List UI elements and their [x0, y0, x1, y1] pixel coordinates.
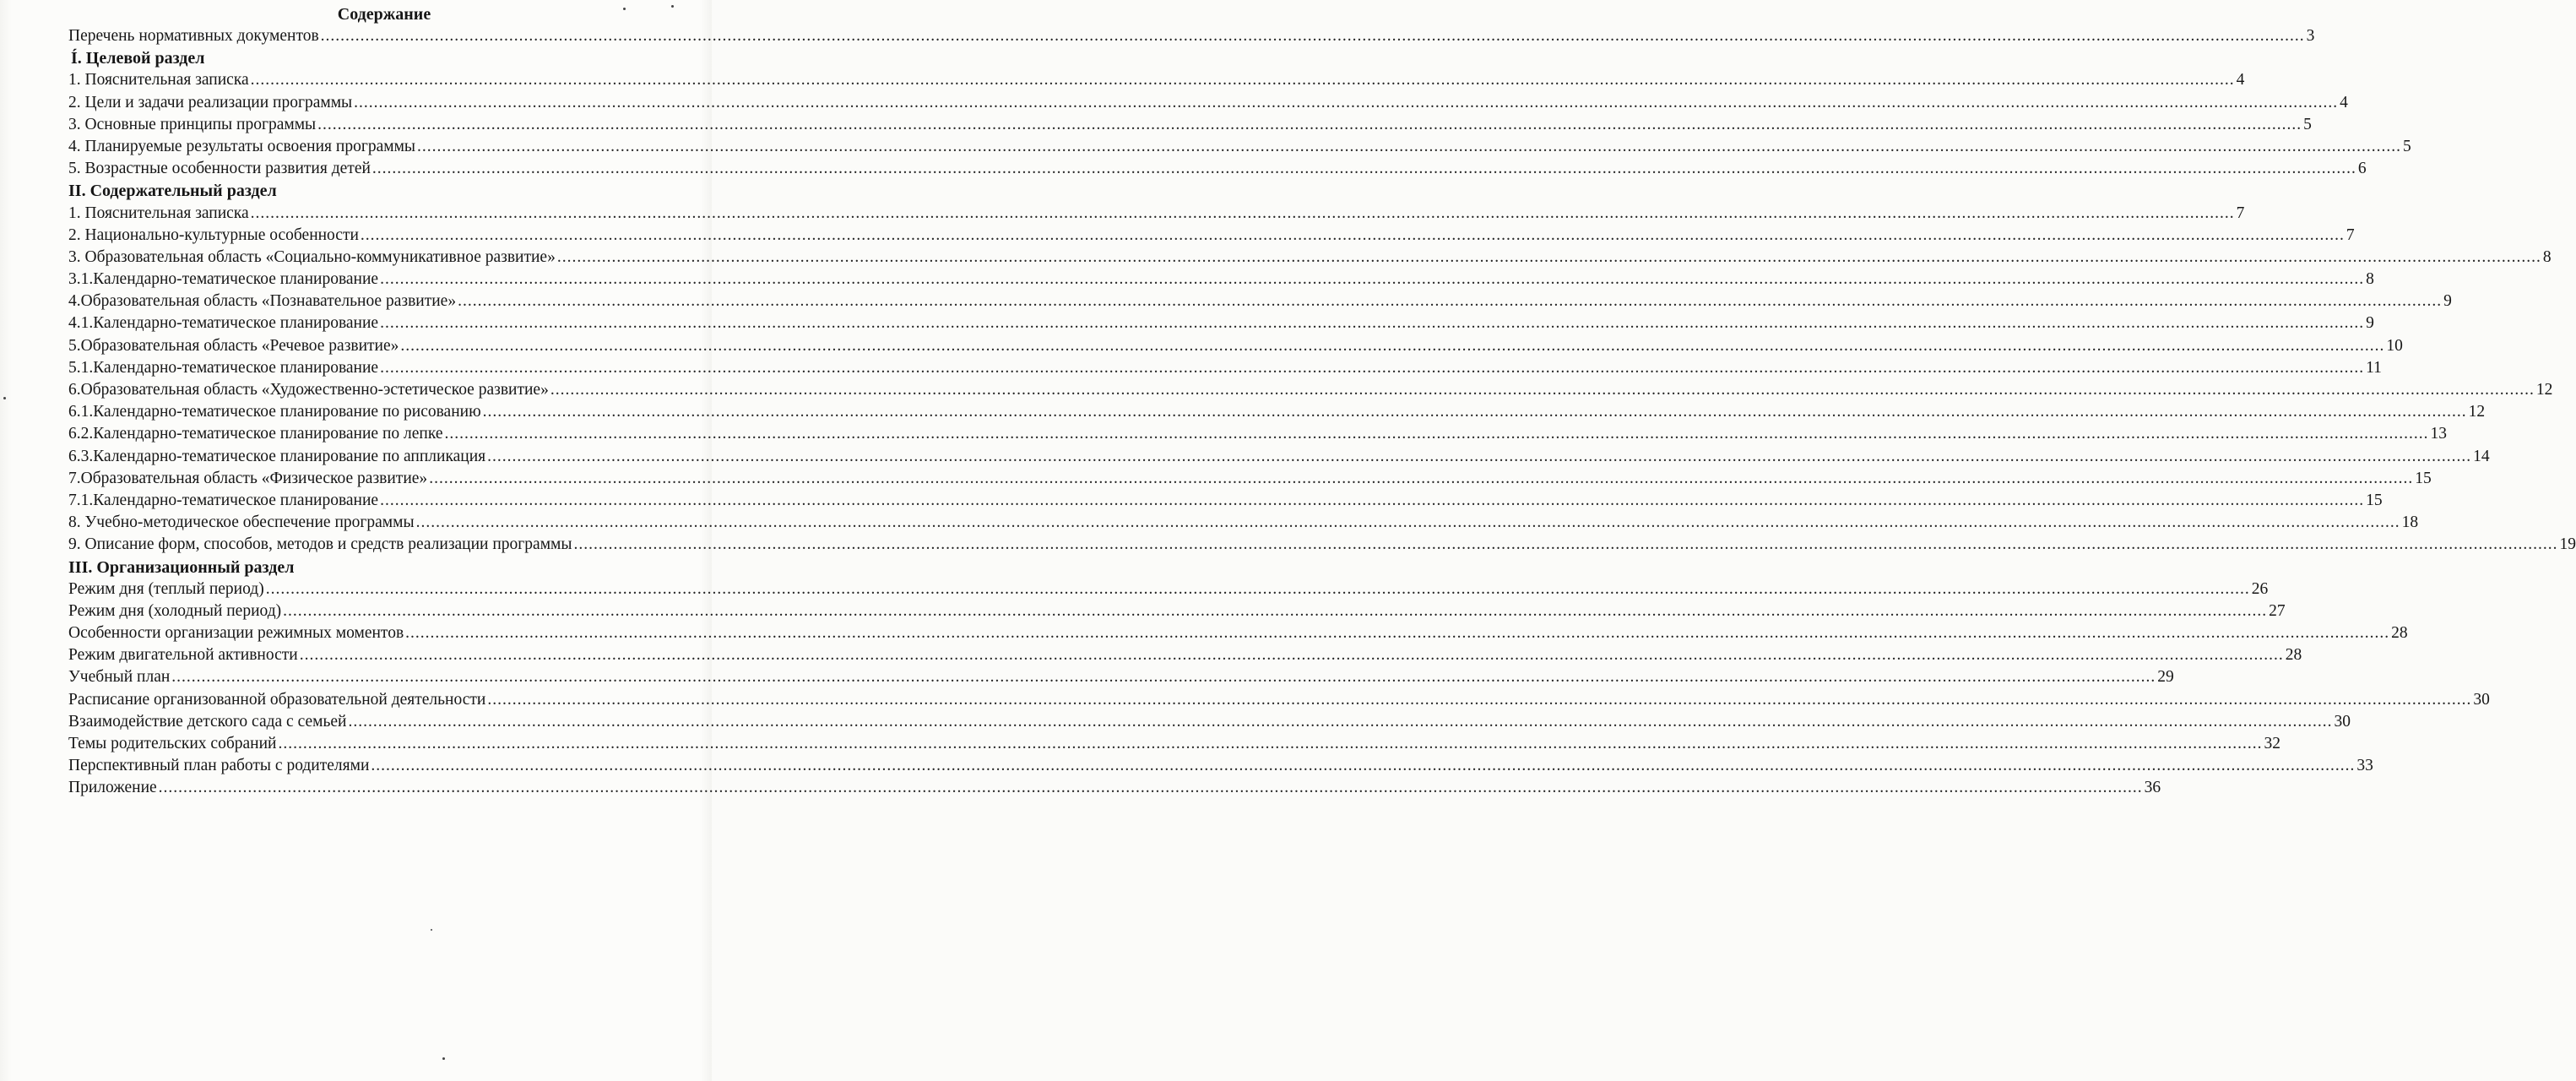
toc-page-number: 15	[2415, 469, 2432, 487]
toc-page-number: 14	[2473, 447, 2490, 465]
dot-leader: ................................................................................................................................................................................................................................................................................................................................................................................................................	[380, 358, 2365, 377]
toc-page-number: 7	[2236, 204, 2245, 222]
toc-entry	[68, 600, 2286, 622]
toc-entry	[68, 733, 2280, 755]
dot-leader: ................................................................................................................................................................................................................................................................................................................................................................................................................	[482, 403, 2467, 421]
toc-page-number: 6	[2357, 160, 2367, 178]
toc-entries	[68, 25, 2576, 800]
dot-leader: ................................................................................................................................................................................................................................................................................................................................................................................................................	[380, 491, 2365, 509]
toc-page-number: 18	[2401, 513, 2419, 532]
toc-entry	[68, 446, 2490, 468]
dot-leader: ................................................................................................................................................................................................................................................................................................................................................................................................................	[348, 712, 2333, 731]
toc-entry-label: 5.1.Календарно-тематическое планирование	[68, 358, 379, 377]
dot-leader: ................................................................................................................................................................................................................................................................................................................................................................................................................	[380, 270, 2365, 289]
toc-entry-label: 6.3.Календарно-тематическое планирование по аппликация	[68, 447, 486, 465]
dot-leader: ................................................................................................................................................................................................................................................................................................................................................................................................................	[487, 447, 2472, 465]
toc-entry	[68, 379, 2553, 401]
toc-entry	[68, 490, 2383, 512]
toc-entry-label: Режим двигательной активности	[68, 646, 298, 665]
toc-entry	[68, 335, 2403, 357]
toc-entry-label: 9. Описание форм, способов, методов и средств реализации программы	[68, 535, 572, 554]
toc-entry	[68, 711, 2351, 733]
dot-leader: ................................................................................................................................................................................................................................................................................................................................................................................................................	[265, 579, 2250, 598]
scan-speck	[442, 1057, 445, 1060]
toc-entry	[68, 225, 2355, 247]
dot-leader: ................................................................................................................................................................................................................................................................................................................................................................................................................	[573, 535, 2558, 554]
toc-page-number: 30	[2334, 712, 2351, 731]
dot-leader: ................................................................................................................................................................................................................................................................................................................................................................................................................	[158, 779, 2143, 797]
dot-leader: ................................................................................................................................................................................................................................................................................................................................................................................................................	[317, 115, 2302, 133]
toc-entry	[68, 423, 2447, 445]
toc-page-number: 26	[2251, 579, 2269, 598]
toc-entry-label: 5. Возрастные особенности развития детей	[68, 160, 371, 178]
toc-entry	[68, 579, 2269, 600]
dot-leader: ................................................................................................................................................................................................................................................................................................................................................................................................................	[278, 735, 2263, 752]
dot-leader: ................................................................................................................................................................................................................................................................................................................................................................................................................	[556, 247, 2541, 266]
toc-page-number: 28	[2391, 624, 2408, 643]
toc-page-number: 30	[2473, 690, 2490, 709]
scan-speck	[3, 397, 6, 399]
toc-page-number: 5	[2303, 115, 2312, 133]
dot-leader: ................................................................................................................................................................................................................................................................................................................................................................................................................	[360, 225, 2345, 244]
toc-page-number: 4	[2340, 93, 2348, 111]
dot-leader: ................................................................................................................................................................................................................................................................................................................................................................................................................	[171, 668, 2156, 687]
toc-entry	[68, 136, 2411, 158]
toc-entry-label: 5.Образовательная область «Речевое развитие»	[68, 336, 399, 355]
toc-entry-label: Перспективный план работы с родителями	[68, 757, 370, 775]
toc-entry-label: 4. Планируемые результаты освоения программы	[68, 137, 416, 155]
toc-entry-label: 6.2.Календарно-тематическое планирование по лепке	[68, 425, 443, 443]
toc-page-number: 12	[2468, 403, 2486, 421]
toc-entry	[68, 92, 2348, 114]
toc-entry-label: Режим дня (холодный период)	[68, 601, 282, 620]
toc-page-number: 10	[2386, 336, 2403, 355]
toc-section-heading: III. Организационный раздел	[68, 557, 295, 577]
toc-section-heading: II. Содержательный раздел	[68, 182, 277, 201]
dot-leader: ................................................................................................................................................................................................................................................................................................................................................................................................................	[458, 292, 2443, 311]
toc-page-number: 11	[2366, 358, 2382, 377]
toc-page-number: 13	[2430, 425, 2447, 443]
dot-leader: ................................................................................................................................................................................................................................................................................................................................................................................................................	[320, 27, 2305, 45]
toc-entry-label: Особенности организации режимных моментов	[68, 624, 404, 643]
toc-entry-label: Учебный план	[68, 668, 171, 687]
toc-entry	[68, 666, 2174, 688]
toc-entry	[68, 312, 2374, 334]
table-of-contents	[68, 3, 2576, 800]
dot-leader: ................................................................................................................................................................................................................................................................................................................................................................................................................	[415, 513, 2400, 532]
toc-entry	[68, 158, 2367, 180]
toc-page-number: 28	[2285, 646, 2302, 665]
toc-page-number: 36	[2144, 779, 2161, 797]
toc-entry-label: Темы родительских собраний	[68, 735, 277, 752]
toc-entry	[68, 291, 2452, 312]
toc-entry	[68, 25, 2315, 47]
toc-entry	[68, 69, 2245, 91]
toc-entry-label: Перечень нормативных документов	[68, 27, 319, 45]
toc-entry	[68, 247, 2552, 269]
toc-entry	[68, 468, 2432, 490]
toc-entry	[68, 689, 2490, 711]
toc-entry-label: 1. Пояснительная записка	[68, 71, 249, 90]
dot-leader: ................................................................................................................................................................................................................................................................................................................................................................................................................	[283, 601, 2268, 620]
toc-page-number: 19	[2559, 535, 2576, 554]
toc-page-number: 8	[2542, 247, 2552, 266]
toc-entry	[68, 622, 2408, 644]
toc-page-number: 15	[2366, 491, 2383, 509]
toc-page-number: 27	[2269, 601, 2286, 620]
dot-leader: ................................................................................................................................................................................................................................................................................................................................................................................................................	[405, 624, 2390, 643]
toc-entry-label: 8. Учебно-методическое обеспечение программы	[68, 513, 415, 532]
toc-page-number: 29	[2157, 668, 2174, 687]
toc-entry-label: 7.Образовательная область «Физическое развитие»	[68, 469, 428, 487]
toc-entry	[68, 777, 2161, 799]
toc-entry-label: 4.1.Календарно-тематическое планирование	[68, 314, 379, 333]
dot-leader: ................................................................................................................................................................................................................................................................................................................................................................................................................	[429, 469, 2414, 487]
dot-leader: ................................................................................................................................................................................................................................................................................................................................................................................................................	[487, 690, 2472, 709]
toc-entry	[68, 269, 2374, 291]
toc-entry-label: 3.1.Календарно-тематическое планирование	[68, 270, 379, 289]
toc-page-number: 9	[2366, 314, 2374, 333]
toc-page-number: 4	[2236, 71, 2245, 90]
toc-page-number: 12	[2535, 381, 2553, 399]
toc-entry-label: 6.Образовательная область «Художественно-эстетическое развитие»	[68, 381, 549, 399]
toc-page-number: 5	[2403, 137, 2411, 155]
toc-entry-label: 2. Национально-культурные особенности	[68, 225, 359, 244]
toc-entry	[68, 357, 2382, 379]
dot-leader: ................................................................................................................................................................................................................................................................................................................................................................................................................	[380, 314, 2365, 333]
toc-page-number: 33	[2356, 757, 2373, 775]
dot-leader: ................................................................................................................................................................................................................................................................................................................................................................................................................	[250, 71, 2235, 90]
toc-entry-label: Режим дня (теплый период)	[68, 579, 264, 598]
toc-title: Содержание	[337, 5, 431, 24]
dot-leader: ................................................................................................................................................................................................................................................................................................................................................................................................................	[371, 160, 2356, 178]
scan-speck	[431, 929, 432, 931]
toc-page-number: 7	[2346, 225, 2355, 244]
toc-page-number: 8	[2366, 270, 2374, 289]
dot-leader: ................................................................................................................................................................................................................................................................................................................................................................................................................	[417, 137, 2402, 155]
toc-entry	[68, 534, 2576, 556]
toc-entry-label: 6.1.Календарно-тематическое планирование по рисованию	[68, 403, 481, 421]
dot-leader: ................................................................................................................................................................................................................................................................................................................................................................................................................	[250, 204, 2235, 222]
toc-entry-label: Взаимодействие детского сада с семьей	[68, 712, 347, 731]
toc-entry-label: 1. Пояснительная записка	[68, 204, 249, 222]
toc-page-number: 32	[2264, 735, 2280, 752]
dot-leader: ................................................................................................................................................................................................................................................................................................................................................................................................................	[550, 381, 2535, 399]
toc-entry	[68, 512, 2419, 534]
dot-leader: ................................................................................................................................................................................................................................................................................................................................................................................................................	[400, 336, 2385, 355]
dot-leader: ................................................................................................................................................................................................................................................................................................................................................................................................................	[371, 757, 2356, 775]
toc-entry-label: Приложение	[68, 779, 157, 797]
toc-entry-label: Расписание организованной образовательной деятельности	[68, 690, 486, 709]
toc-entry	[68, 755, 2373, 777]
toc-entry	[68, 644, 2302, 666]
toc-section-heading: Í. Целевой раздел	[71, 49, 205, 68]
toc-entry-label: 2. Цели и задачи реализации программы	[68, 93, 353, 111]
toc-entry	[68, 114, 2312, 136]
toc-entry-label: 7.1.Календарно-тематическое планирование	[68, 491, 379, 509]
toc-page-number: 3	[2306, 27, 2315, 45]
toc-page-number: 9	[2443, 292, 2452, 311]
dot-leader: ................................................................................................................................................................................................................................................................................................................................................................................................................	[444, 425, 2429, 443]
toc-entry-label: 3. Основные принципы программы	[68, 115, 317, 133]
toc-entry-label: 3. Образовательная область «Социально-коммуникативное развитие»	[68, 247, 556, 266]
dot-leader: ................................................................................................................................................................................................................................................................................................................................................................................................................	[354, 93, 2339, 111]
dot-leader: ................................................................................................................................................................................................................................................................................................................................................................................................................	[299, 646, 2284, 665]
toc-entry	[68, 401, 2486, 423]
toc-entry-label: 4.Образовательная область «Познавательное развитие»	[68, 292, 457, 311]
toc-entry	[68, 203, 2245, 225]
